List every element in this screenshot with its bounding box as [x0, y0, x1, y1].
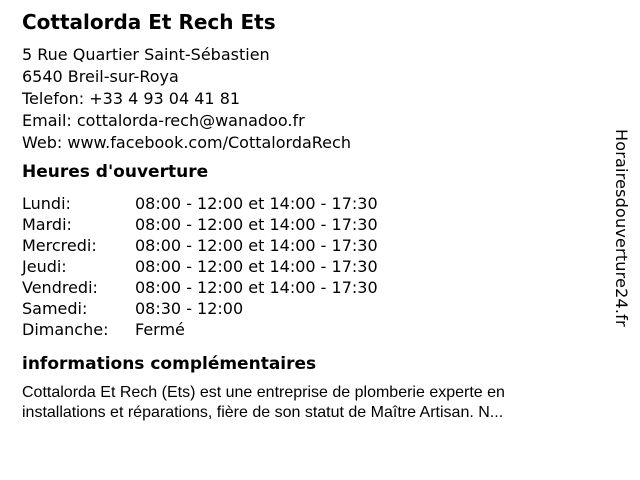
opening-hours-table: [22, 193, 378, 340]
web-line: [22, 132, 351, 154]
day-label: Dimanche:: [22, 320, 109, 339]
description-line-1: Cottalorda Et Rech (Ets) est une entreprise de plomberie experte en: [22, 384, 505, 401]
day-hours: 08:00 - 12:00 et 14:00 - 17:30: [135, 236, 378, 255]
day-hours: 08:00 - 12:00 et 14:00 - 17:30: [135, 194, 378, 213]
opening-hours-heading: Heures d'ouverture: [22, 162, 209, 182]
business-name: Cottalorda Et Rech Ets: [22, 10, 276, 34]
day-label: Mercredi:: [22, 236, 97, 255]
email-value: cottalorda-rech@wanadoo.fr: [76, 111, 305, 130]
day-label: Jeudi:: [22, 257, 67, 276]
hours-row-tuesday: [22, 214, 378, 235]
address-city: 6540 Breil-sur-Roya: [22, 67, 179, 86]
email-line: [22, 110, 351, 132]
hours-row-wednesday: [22, 235, 378, 256]
day-label: Vendredi:: [22, 278, 98, 297]
phone-value: +33 4 93 04 41 81: [89, 89, 241, 108]
contact-block: [22, 44, 351, 154]
day-hours: Fermé: [135, 320, 185, 339]
email-label: Email:: [22, 111, 72, 130]
hours-row-thursday: [22, 256, 378, 277]
day-label: Samedi:: [22, 299, 88, 318]
phone-label: Telefon:: [22, 89, 85, 108]
hours-row-sunday: [22, 319, 378, 340]
day-hours: 08:00 - 12:00 et 14:00 - 17:30: [135, 278, 378, 297]
day-label: Lundi:: [22, 194, 71, 213]
day-hours: 08:00 - 12:00 et 14:00 - 17:30: [135, 257, 378, 276]
hours-row-saturday: [22, 298, 378, 319]
address-street: 5 Rue Quartier Saint-Sébastien: [22, 45, 270, 64]
web-label: Web:: [22, 133, 63, 152]
day-hours: 08:00 - 12:00 et 14:00 - 17:30: [135, 215, 378, 234]
business-description: [22, 383, 626, 423]
hours-row-monday: [22, 193, 378, 214]
description-line-2: installations et réparations, fière de son statut de Maître Artisan. N...: [22, 404, 504, 421]
phone-line: [22, 88, 351, 110]
additional-info-heading: informations complémentaires: [22, 354, 317, 374]
day-hours: 08:30 - 12:00: [135, 299, 244, 318]
hours-row-friday: [22, 277, 378, 298]
day-label: Mardi:: [22, 215, 72, 234]
web-value: www.facebook.com/CottalordaRech: [67, 133, 351, 152]
watermark-vertical-text: Horairesdouverture24.fr: [612, 129, 631, 327]
